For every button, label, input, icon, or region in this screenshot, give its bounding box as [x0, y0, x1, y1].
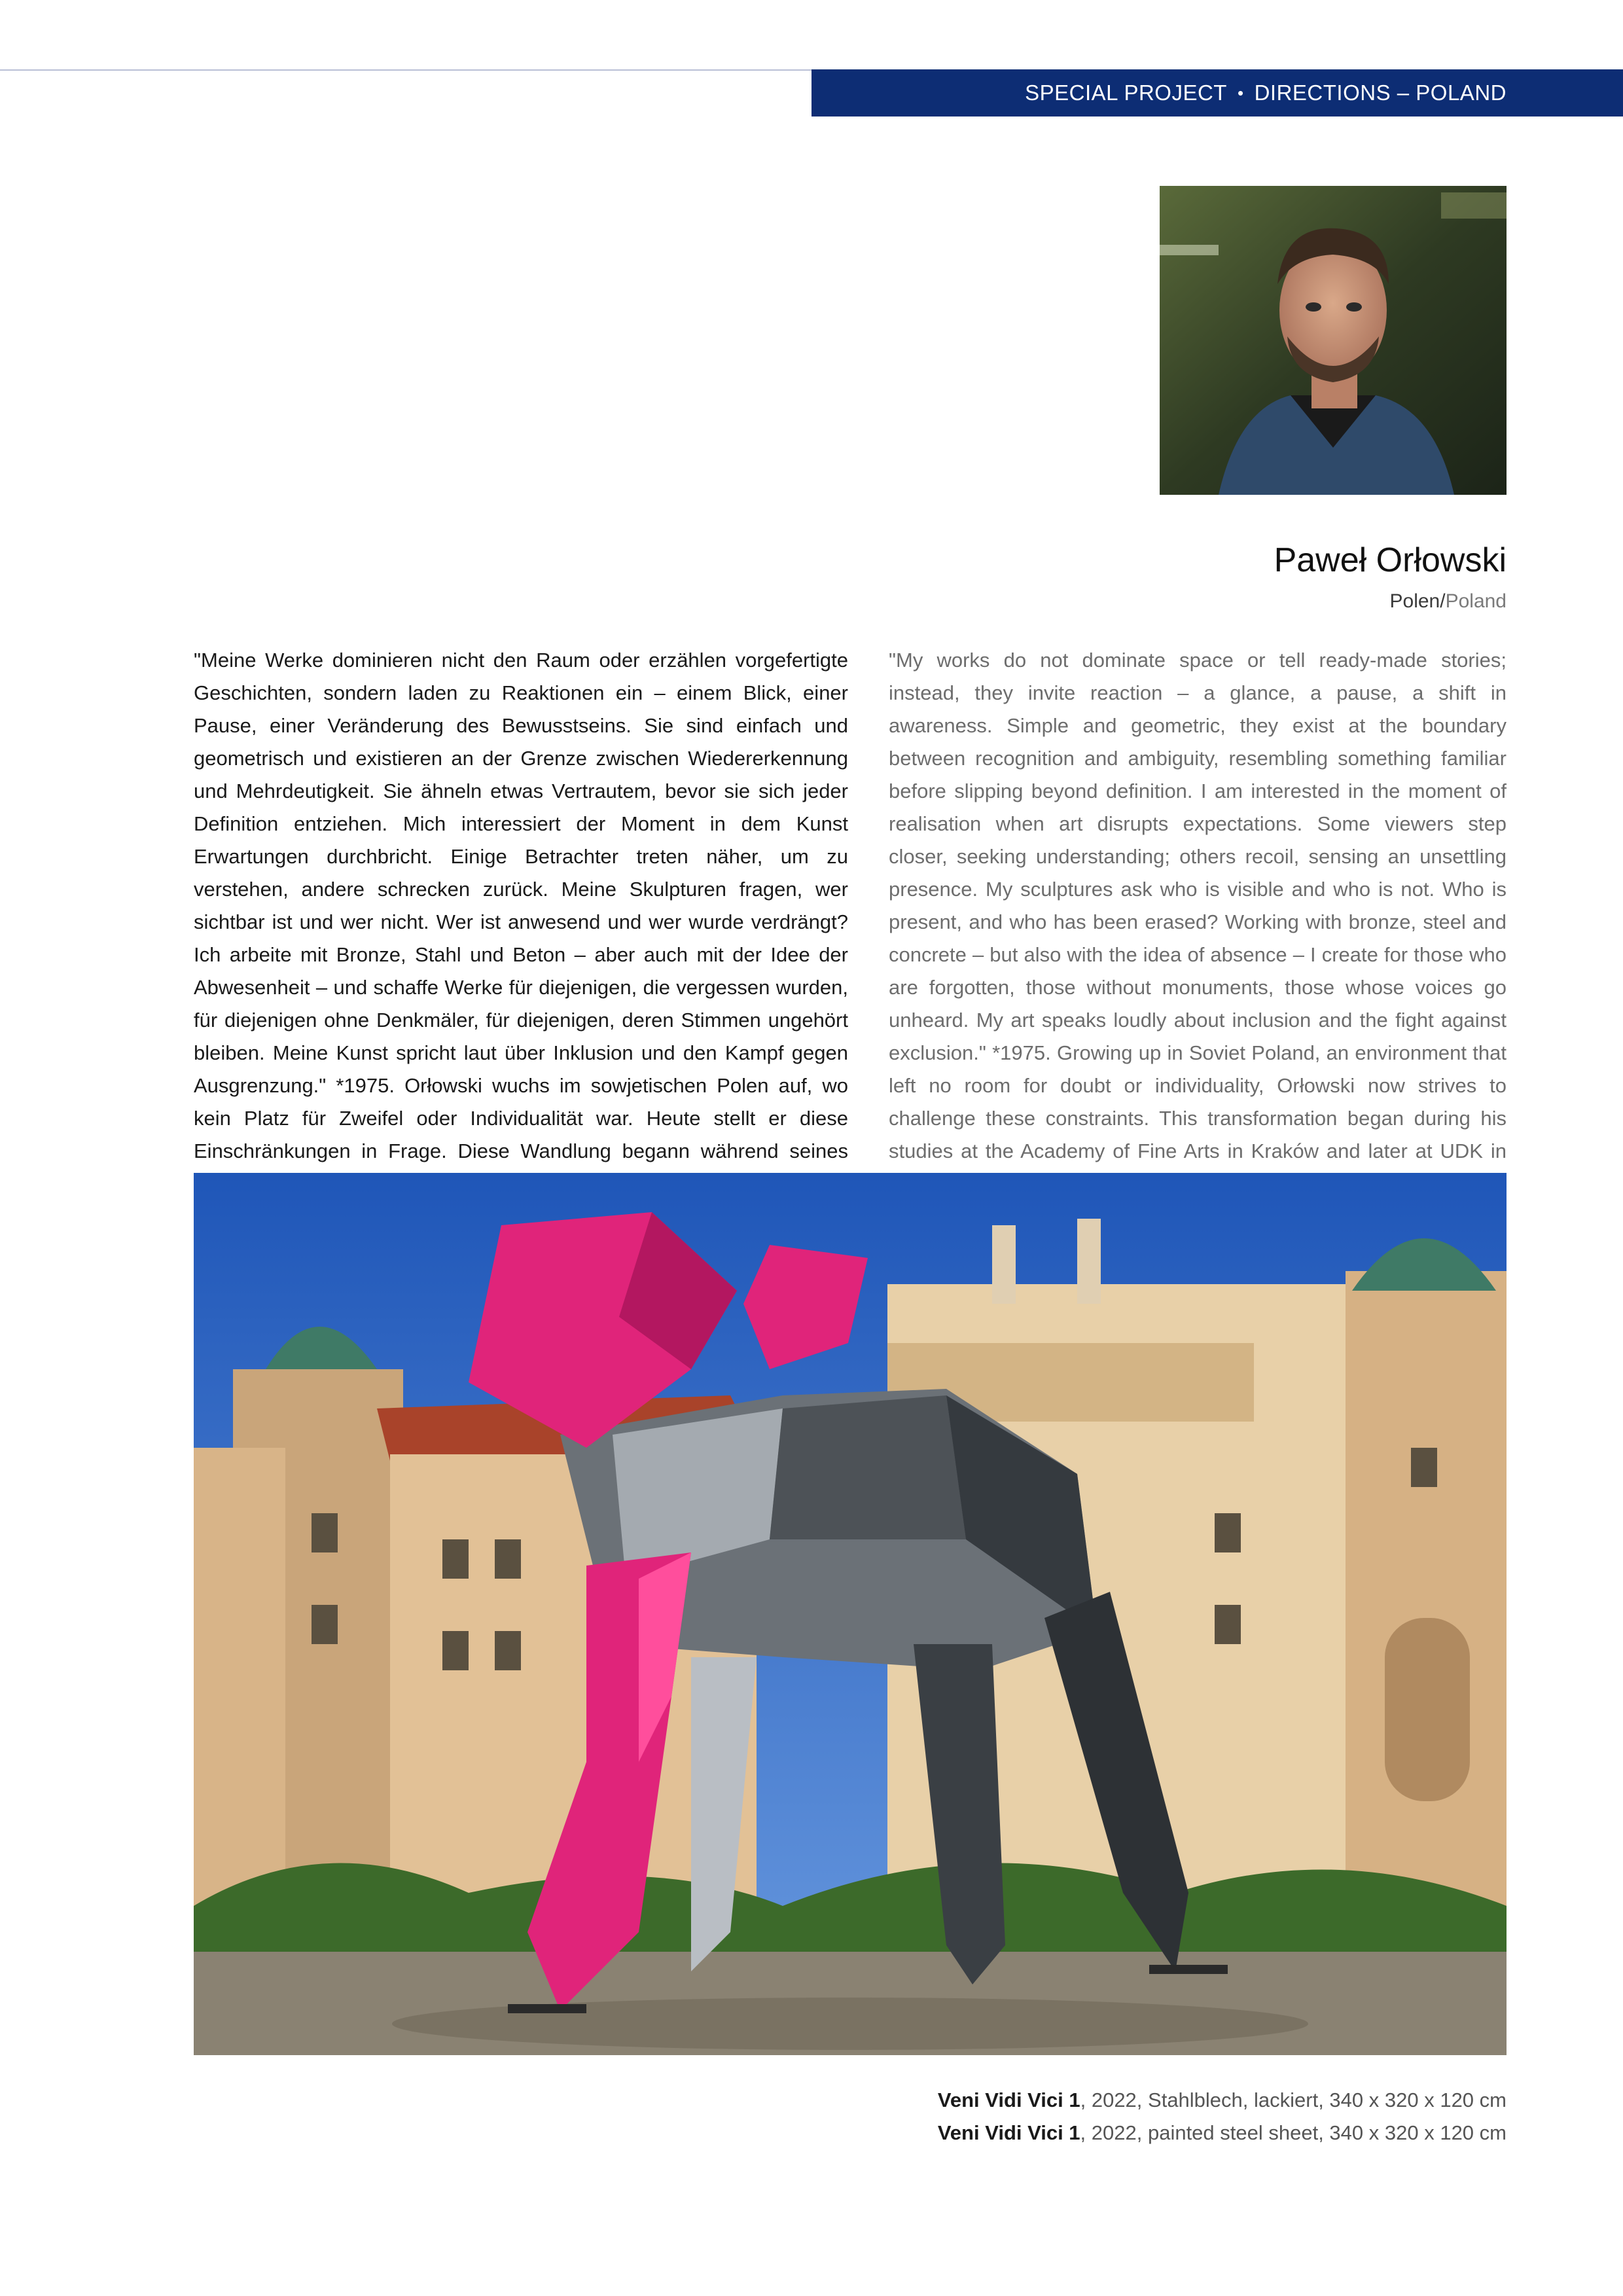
caption-details-en: , 2022, painted steel sheet, 340 x 320 x 120 cm: [1080, 2121, 1507, 2144]
german-text-column: [194, 644, 848, 1233]
section-label: SPECIAL PROJECT: [1025, 81, 1227, 105]
artist-portrait-photo: [1160, 186, 1507, 495]
english-text-column: [889, 644, 1507, 1233]
country-en: Poland: [1445, 590, 1507, 612]
country-de: Polen: [1389, 590, 1440, 612]
caption-details-de: , 2022, Stahlblech, lackiert, 340 x 320 x 120 cm: [1080, 2089, 1507, 2111]
section-header-bar: [812, 69, 1623, 117]
artwork-caption: [938, 2084, 1507, 2149]
top-rule: [0, 69, 812, 71]
header-separator: •: [1237, 82, 1244, 103]
english-body-text: "My works do not dominate space or tell ready-made stories; instead, they invite reaction – a glance, a pause, a shift in awareness. Simple and geometric, they exist at the boundary between recognition and ambiguity, resembling something familiar before slipping beyond definition. I am interested in the moment of realisation when art disrupts expectations. Some viewers step closer, seeking understanding; others recoil, sensing an unsettling presence. My sculptures ask who is visible and who is not. Who is present, and who has been erased? Working with bronze, steel and concrete – but also with the idea of absence – I create for those who are forgotten, those without monuments, those whose voices go unheard. My art speaks loudly about inclusion and the fight against exclusion." *1975. Growing up in Soviet Poland, an environment that left no room for doubt or individuality, Orłowski now strives to challenge these constraints. This transformation began during his studies at the Academy of Fine Arts in Kraków and later at UDK in: [889, 649, 1507, 1162]
caption-title-de: Veni Vidi Vici 1: [937, 2089, 1080, 2111]
artist-country: [1390, 590, 1507, 613]
country-separator: /: [1440, 590, 1446, 612]
german-body-text: "Meine Werke dominieren nicht den Raum oder erzählen vorgefertigte Geschichten, sondern laden zu Reaktionen ein – einem Blick, einer Pause, einer Veränderung des Bewusstseins. Sie sind einfach und geometrisch und existieren an der Grenze zwischen Wiedererkennung und Mehrdeutigkeit. Sie ähneln etwas Vertrautem, bevor sie sich jeder Definition entziehen. Mich interessiert der Moment in dem Kunst Erwartungen durchbricht. Einige Betrachter treten näher, um zu verstehen, andere schrecken zurück. Meine Skulpturen fragen, wer sichtbar ist und wer nicht. Wer ist anwesend und wer wurde verdrängt? Ich arbeite mit Bronze, Stahl und Beton – aber auch mit der Idee der Abwesenheit – und schaffe Werke für diejenigen, die vergessen wurden, für diejenigen ohne Denkmäler, für diejenigen, deren Stimmen ungehört bleiben. Meine Kunst spricht laut über Inklusion und den Kampf gegen Ausgrenzung." *1975. Orłowski wuchs im sowjetischen Polen auf, wo kein Platz für Zweifel oder Individualität war. Heute stellt er diese Einschränkungen in Frage. Diese Wandlung begann während seines: [194, 649, 848, 1162]
caption-german: [938, 2084, 1507, 2117]
caption-english: [938, 2117, 1507, 2149]
artwork-photo: [194, 1173, 1507, 2055]
subsection-label: DIRECTIONS – POLAND: [1254, 81, 1507, 105]
artist-name: Paweł Orłowski: [1274, 541, 1507, 579]
caption-title-en: Veni Vidi Vici 1: [937, 2121, 1080, 2144]
